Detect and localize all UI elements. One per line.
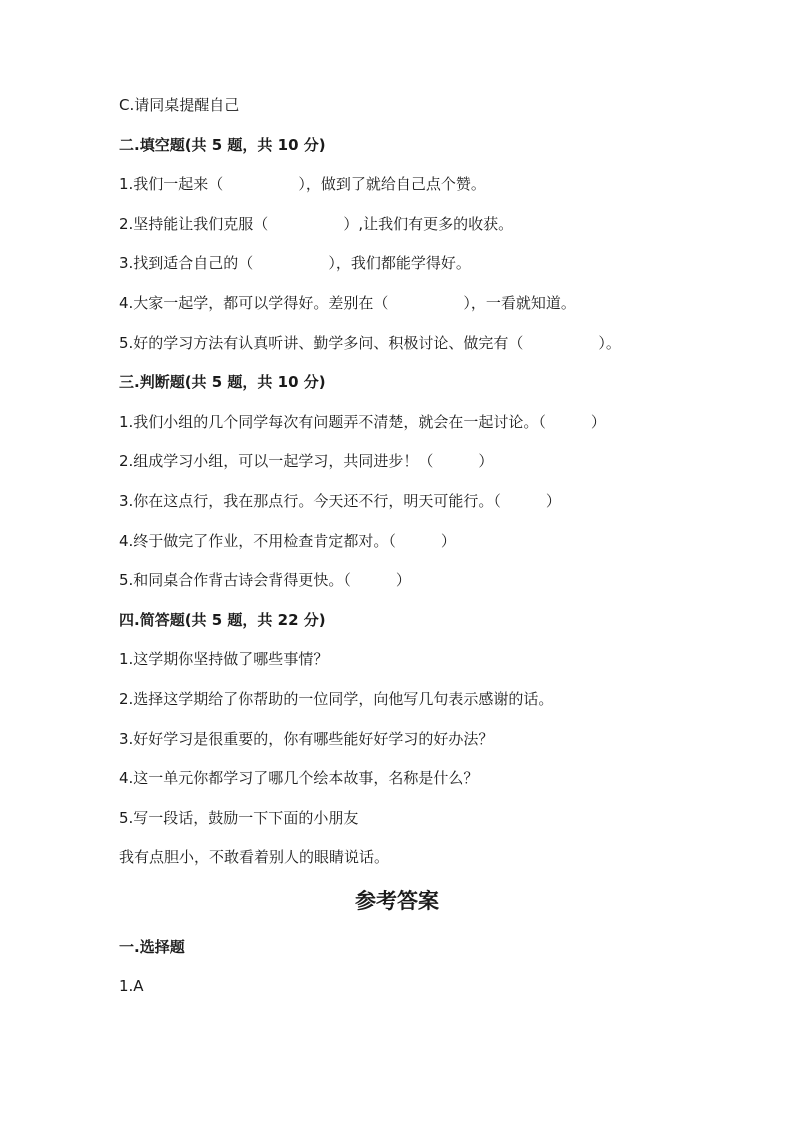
- document-page: [119, 95, 719, 1016]
- option-c-line: C.请同桌提醒自己: [119, 96, 240, 114]
- fill-blank-q3: 3.找到适合自己的（ ），我们都能学得好。: [119, 254, 471, 273]
- short-answer-q2: 2.选择这学期给了你帮助的一位同学，向他写几句表示感谢的话。: [119, 689, 554, 708]
- true-false-q2: 2.组成学习小组，可以一起学习，共同进步！（ ）: [119, 452, 494, 471]
- short-answer-q5-scenario: 我有点胆小，不敢看着别人的眼睛说话。: [119, 848, 390, 867]
- fill-blank-q1: 1.我们一起来（ ），做到了就给自己点个赞。: [119, 175, 486, 194]
- short-answer-q3: 3.好好学习是很重要的，你有哪些能好好学习的好办法？: [119, 729, 494, 748]
- true-false-q3: 3.你在这点行，我在那点行。今天还不行，明天可能行。（ ）: [119, 491, 561, 510]
- fill-blank-q5: 5.好的学习方法有认真听讲、勤学多问、积极讨论、做完有（ ）。: [119, 333, 621, 352]
- section-short-answer-heading: 四.简答题(共 5 题，共 22 分): [119, 610, 326, 629]
- short-answer-q1: 1.这学期你坚持做了哪些事情？: [119, 650, 329, 669]
- fill-blank-q2: 2.坚持能让我们克服（ ）,让我们有更多的收获。: [119, 214, 514, 233]
- answer-key-title: 参考答案: [355, 887, 439, 913]
- true-false-q5: 5.和同桌合作背古诗会背得更快。（ ）: [119, 571, 411, 590]
- answer-section-choice-heading: 一.选择题: [119, 937, 185, 956]
- true-false-q4: 4.终于做完了作业，不用检查肯定都对。（ ）: [119, 531, 456, 550]
- short-answer-q4: 4.这一单元你都学习了哪几个绘本故事，名称是什么？: [119, 769, 479, 788]
- short-answer-q5: 5.写一段话，鼓励一下下面的小朋友: [119, 808, 359, 827]
- section-fill-blank-heading: 二.填空题(共 5 题，共 10 分): [119, 135, 326, 154]
- fill-blank-q4: 4.大家一起学，都可以学得好。差别在（ ），一看就知道。: [119, 293, 576, 312]
- section-true-false-heading: 三.判断题(共 5 题，共 10 分): [119, 373, 326, 392]
- true-false-q1: 1.我们小组的几个同学每次有问题弄不清楚，就会在一起讨论。（ ）: [119, 412, 606, 431]
- answer-choice-1: 1.A: [119, 977, 144, 996]
